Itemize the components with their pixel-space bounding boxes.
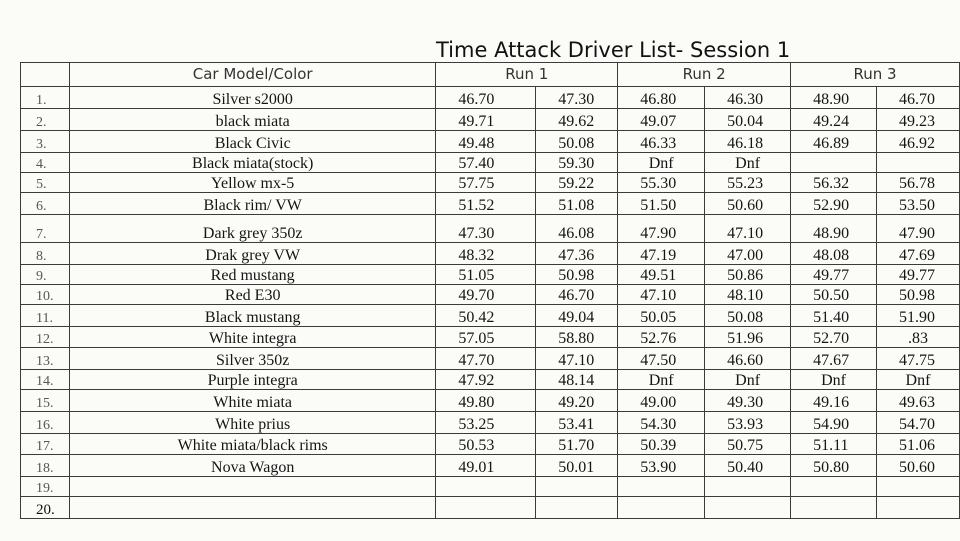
run-2-time-b-cell: 50.08 (705, 305, 791, 327)
run-1-time-a-cell: 47.92 (436, 370, 536, 390)
run-2-time-b-cell: 50.86 (705, 265, 791, 285)
run-2-time-b-cell: 46.30 (705, 87, 791, 109)
run-3-time-a-cell: 49.24 (791, 109, 877, 131)
run-3-time-b-cell: 51.06 (877, 434, 960, 455)
run-1-time-a-cell: 49.80 (436, 390, 536, 412)
row-number-cell: 14. (21, 370, 70, 390)
run-1-time-a-cell: 53.25 (436, 412, 536, 434)
run-3-time-a-cell: 48.08 (791, 243, 877, 265)
car-model-cell: Silver 350z (69, 348, 435, 370)
run-3-time-a-cell (791, 477, 877, 497)
run-2-time-a-cell: Dnf (618, 153, 705, 173)
run-2-time-a-cell (618, 477, 705, 497)
table-row (21, 348, 960, 370)
run-1-time-b-cell: 58.80 (536, 327, 618, 348)
run-1-time-a-cell: 57.40 (436, 153, 536, 173)
run-2-time-b-cell: 46.60 (705, 348, 791, 370)
run-2-time-a-cell: 50.39 (618, 434, 705, 455)
table-row (21, 173, 960, 193)
car-model-cell: Purple integra (69, 370, 435, 390)
run-2-time-a-cell: 47.50 (618, 348, 705, 370)
table-row (21, 497, 960, 519)
run-3-time-b-cell: 51.90 (877, 305, 960, 327)
row-number-cell: 6. (21, 193, 70, 215)
table-row (21, 109, 960, 131)
run-2-time-b-cell: 50.40 (705, 455, 791, 477)
car-model-cell: Dark grey 350z (69, 215, 435, 243)
run-3-time-a-cell: 51.40 (791, 305, 877, 327)
run-3-time-b-cell: 49.23 (877, 109, 960, 131)
row-number-cell: 1. (21, 87, 70, 109)
run-3-time-a-cell: 49.77 (791, 265, 877, 285)
run-3-time-b-cell: Dnf (877, 370, 960, 390)
row-number-cell: 12. (21, 327, 70, 348)
car-model-cell: Black miata(stock) (69, 153, 435, 173)
run-1-time-b-cell: 53.41 (536, 412, 618, 434)
run-3-time-a-cell: 51.11 (791, 434, 877, 455)
row-number-cell: 13. (21, 348, 70, 370)
run-1-time-b-cell: 46.70 (536, 285, 618, 305)
car-model-cell: Silver s2000 (69, 87, 435, 109)
run-1-time-a-cell: 57.75 (436, 173, 536, 193)
run-3-time-b-cell: 46.70 (877, 87, 960, 109)
table-row (21, 412, 960, 434)
run-3-time-a-cell: 50.80 (791, 455, 877, 477)
run-2-time-b-cell: 53.93 (705, 412, 791, 434)
row-number-cell: 3. (21, 131, 70, 153)
run-1-time-b-cell: 50.08 (536, 131, 618, 153)
run-3-time-a-cell: 48.90 (791, 215, 877, 243)
run-2-time-a-cell: 49.51 (618, 265, 705, 285)
car-model-cell: White miata (69, 390, 435, 412)
car-model-cell: White miata/black rims (69, 434, 435, 455)
row-number-cell: 9. (21, 265, 70, 285)
table-row (21, 131, 960, 153)
run-1-time-a-cell: 49.71 (436, 109, 536, 131)
run-1-time-a-cell: 49.70 (436, 285, 536, 305)
car-model-cell: Drak grey VW (69, 243, 435, 265)
run-2-time-a-cell: 47.10 (618, 285, 705, 305)
header-car-model: Car Model/Color (69, 63, 435, 87)
run-2-time-a-cell: 54.30 (618, 412, 705, 434)
run-1-time-a-cell (436, 477, 536, 497)
car-model-cell: Yellow mx-5 (69, 173, 435, 193)
run-3-time-a-cell: Dnf (791, 370, 877, 390)
run-2-time-a-cell: 52.76 (618, 327, 705, 348)
run-3-time-a-cell: 52.70 (791, 327, 877, 348)
run-2-time-a-cell: 47.19 (618, 243, 705, 265)
run-2-time-b-cell: 47.10 (705, 215, 791, 243)
table-row (21, 265, 960, 285)
run-2-time-a-cell: 50.05 (618, 305, 705, 327)
run-3-time-a-cell: 46.89 (791, 131, 877, 153)
run-2-time-b-cell (705, 497, 791, 519)
run-1-time-b-cell: 51.08 (536, 193, 618, 215)
row-number-cell: 18. (21, 455, 70, 477)
car-model-cell: White integra (69, 327, 435, 348)
header-number-cell (21, 63, 70, 87)
run-3-time-b-cell: 50.60 (877, 455, 960, 477)
row-number-cell: 17. (21, 434, 70, 455)
run-1-time-b-cell: 59.30 (536, 153, 618, 173)
run-1-time-a-cell: 49.01 (436, 455, 536, 477)
run-2-time-b-cell: 50.04 (705, 109, 791, 131)
run-2-time-b-cell (705, 477, 791, 497)
run-2-time-a-cell: 46.80 (618, 87, 705, 109)
run-3-time-a-cell: 54.90 (791, 412, 877, 434)
document-title: Time Attack Driver List- Session 1 (436, 38, 791, 62)
run-1-time-a-cell: 51.52 (436, 193, 536, 215)
table-row (21, 87, 960, 109)
table-row (21, 305, 960, 327)
run-3-time-a-cell (791, 153, 877, 173)
car-model-cell (69, 497, 435, 519)
header-run-3: Run 3 (791, 63, 960, 87)
car-model-cell: Black rim/ VW (69, 193, 435, 215)
run-3-time-b-cell (877, 497, 960, 519)
run-1-time-b-cell: 51.70 (536, 434, 618, 455)
car-model-cell: White prius (69, 412, 435, 434)
row-number-cell: 15. (21, 390, 70, 412)
car-model-cell (69, 477, 435, 497)
run-3-time-a-cell: 56.32 (791, 173, 877, 193)
run-2-time-a-cell: 51.50 (618, 193, 705, 215)
run-3-time-a-cell: 47.67 (791, 348, 877, 370)
run-2-time-b-cell: Dnf (705, 153, 791, 173)
run-3-time-b-cell: 56.78 (877, 173, 960, 193)
run-1-time-b-cell: 49.04 (536, 305, 618, 327)
table-row (21, 215, 960, 243)
table-row (21, 370, 960, 390)
row-number-cell: 19. (21, 477, 70, 497)
run-1-time-b-cell: 50.01 (536, 455, 618, 477)
run-3-time-a-cell: 49.16 (791, 390, 877, 412)
run-1-time-a-cell: 47.30 (436, 215, 536, 243)
run-3-time-b-cell: 54.70 (877, 412, 960, 434)
row-number-cell: 16. (21, 412, 70, 434)
run-1-time-a-cell: 50.53 (436, 434, 536, 455)
run-1-time-b-cell (536, 497, 618, 519)
run-3-time-a-cell: 48.90 (791, 87, 877, 109)
run-2-time-b-cell: 48.10 (705, 285, 791, 305)
run-1-time-a-cell: 46.70 (436, 87, 536, 109)
run-1-time-b-cell: 49.62 (536, 109, 618, 131)
run-2-time-b-cell: 51.96 (705, 327, 791, 348)
car-model-cell: black miata (69, 109, 435, 131)
table-row (21, 477, 960, 497)
run-1-time-b-cell: 47.30 (536, 87, 618, 109)
table-row (21, 390, 960, 412)
run-1-time-b-cell: 46.08 (536, 215, 618, 243)
run-3-time-b-cell (877, 153, 960, 173)
run-1-time-a-cell: 50.42 (436, 305, 536, 327)
header-row (21, 63, 960, 87)
table-row (21, 193, 960, 215)
table-row (21, 455, 960, 477)
run-1-time-b-cell: 47.36 (536, 243, 618, 265)
car-model-cell: Nova Wagon (69, 455, 435, 477)
run-2-time-b-cell: 50.60 (705, 193, 791, 215)
header-run-2: Run 2 (618, 63, 791, 87)
table-row (21, 243, 960, 265)
run-3-time-b-cell (877, 477, 960, 497)
run-3-time-b-cell: .83 (877, 327, 960, 348)
run-2-time-a-cell: 55.30 (618, 173, 705, 193)
table-row (21, 153, 960, 173)
run-2-time-a-cell (618, 497, 705, 519)
run-3-time-a-cell (791, 497, 877, 519)
run-2-time-b-cell: 46.18 (705, 131, 791, 153)
run-1-time-a-cell (436, 497, 536, 519)
car-model-cell: Red mustang (69, 265, 435, 285)
run-2-time-a-cell: 46.33 (618, 131, 705, 153)
driver-times-table (20, 62, 960, 519)
run-3-time-b-cell: 47.90 (877, 215, 960, 243)
car-model-cell: Black mustang (69, 305, 435, 327)
table-row (21, 285, 960, 305)
run-3-time-b-cell: 53.50 (877, 193, 960, 215)
run-2-time-a-cell: Dnf (618, 370, 705, 390)
header-run-1: Run 1 (436, 63, 618, 87)
run-1-time-a-cell: 47.70 (436, 348, 536, 370)
row-number-cell: 7. (21, 215, 70, 243)
table-row (21, 327, 960, 348)
run-1-time-b-cell (536, 477, 618, 497)
run-1-time-a-cell: 51.05 (436, 265, 536, 285)
row-number-cell: 8. (21, 243, 70, 265)
run-2-time-b-cell: 47.00 (705, 243, 791, 265)
row-number-cell: 20. (21, 497, 70, 519)
row-number-cell: 10. (21, 285, 70, 305)
run-2-time-b-cell: Dnf (705, 370, 791, 390)
run-3-time-b-cell: 47.75 (877, 348, 960, 370)
car-model-cell: Black Civic (69, 131, 435, 153)
run-3-time-b-cell: 50.98 (877, 285, 960, 305)
run-1-time-a-cell: 49.48 (436, 131, 536, 153)
run-1-time-a-cell: 57.05 (436, 327, 536, 348)
row-number-cell: 5. (21, 173, 70, 193)
run-1-time-a-cell: 48.32 (436, 243, 536, 265)
run-3-time-b-cell: 49.77 (877, 265, 960, 285)
run-3-time-a-cell: 52.90 (791, 193, 877, 215)
run-2-time-a-cell: 49.07 (618, 109, 705, 131)
run-2-time-a-cell: 53.90 (618, 455, 705, 477)
row-number-cell: 11. (21, 305, 70, 327)
table-row (21, 434, 960, 455)
run-2-time-a-cell: 47.90 (618, 215, 705, 243)
run-3-time-b-cell: 47.69 (877, 243, 960, 265)
run-1-time-b-cell: 59.22 (536, 173, 618, 193)
run-1-time-b-cell: 47.10 (536, 348, 618, 370)
run-2-time-b-cell: 55.23 (705, 173, 791, 193)
run-3-time-b-cell: 46.92 (877, 131, 960, 153)
car-model-cell: Red E30 (69, 285, 435, 305)
run-2-time-b-cell: 49.30 (705, 390, 791, 412)
run-1-time-b-cell: 50.98 (536, 265, 618, 285)
run-1-time-b-cell: 49.20 (536, 390, 618, 412)
run-3-time-b-cell: 49.63 (877, 390, 960, 412)
row-number-cell: 2. (21, 109, 70, 131)
run-3-time-a-cell: 50.50 (791, 285, 877, 305)
run-2-time-a-cell: 49.00 (618, 390, 705, 412)
row-number-cell: 4. (21, 153, 70, 173)
run-1-time-b-cell: 48.14 (536, 370, 618, 390)
run-2-time-b-cell: 50.75 (705, 434, 791, 455)
